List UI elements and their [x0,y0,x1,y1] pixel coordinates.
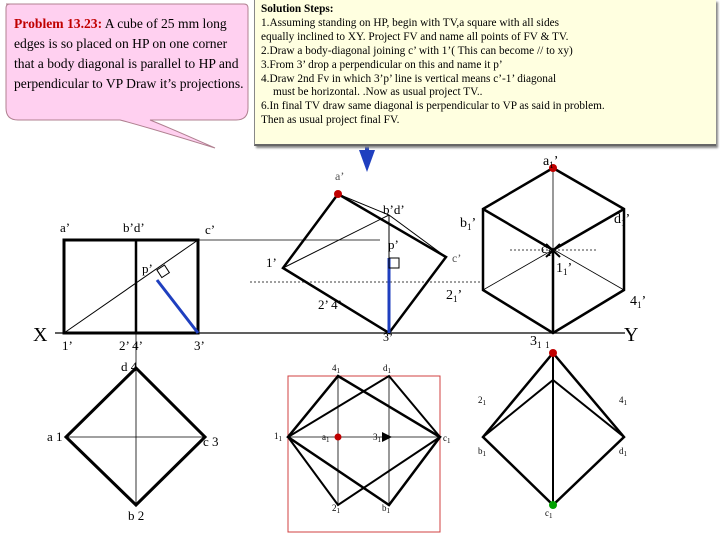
top-a-dot [334,190,342,198]
label-c3: c 3 [203,434,219,449]
final-tv-c-dot [549,501,557,509]
step-line: 4.Draw 2nd Fv in which 3’p’ line is vertical means c’-1’ diagonal [261,72,557,85]
label-r-c: $c_1$ [545,508,553,520]
label-a-top: a’ [335,169,345,183]
label-two-four-dash: 2’ 4’ [119,338,143,353]
label-tv-2: $2_1$ [332,503,340,515]
tv-a-dot [335,434,342,441]
step-line: Then as usual project final FV. [261,114,400,127]
label-a-dash: a’ [60,220,71,235]
tv-3-arrow-icon [382,432,392,442]
final-top-view [483,353,624,505]
second-top-view [288,376,440,505]
label-c-mid: c’ [452,251,462,265]
label-bd-mid: b’d’ [383,202,405,217]
label-p-dash: p’ [142,261,153,276]
arrow-head-icon [359,150,375,172]
label-tv-4: $4_1$ [332,363,340,375]
second-tv-box [288,376,440,532]
label-tv-b: $b_1$ [382,503,390,515]
problem-heading: Problem 13.23: [14,16,103,31]
label-p-mid: p’ [388,237,399,252]
step-line: must be horizontal. .Now as usual project TV.. [273,86,483,99]
label-r-d: $d_1$ [619,446,627,458]
step-line: 1.Assuming standing on HP, begin with TV,a square with all sides [261,16,559,29]
label-one-mid: 1’ [266,255,277,270]
label-b2: b 2 [128,508,145,523]
label-x: X [33,324,48,346]
label-r-4: $4_1$ [619,395,627,407]
label-y: Y [624,324,639,346]
label-bd-dash: b’d’ [123,220,145,235]
label-three-dash: 3’ [194,338,205,353]
label-three1: $3_1$ 1 [530,334,550,350]
label-four1-dash: $4_1$’ [630,294,647,310]
label-b1-dash: $b_1$’ [460,216,477,232]
label-one-dash: 1’ [62,338,73,353]
step-line: equally inclined to XY. Project FV and name all points of FV & TV. [261,30,569,43]
label-c-dash: c’ [205,222,216,237]
label-d4: d 4 [121,359,138,374]
second-front-view [250,194,480,333]
label-c1-dash: $c_1$ [541,242,552,258]
p-perpendicular [157,280,198,333]
label-tv-a: $a_1$ [322,432,330,444]
final-tv-a-dot [549,349,557,357]
solution-steps-box [254,0,716,146]
label-r-b: $b_1$ [478,446,486,458]
problem-text: A cube of 25 mm long edges is so placed on HP on one corner that a body diagonal is parallel to HP and perpendicular to VP Draw it’s projections. [14,16,244,91]
label-two-four-mid: 2’ 4’ [318,297,342,312]
first-top-view [66,368,205,505]
label-d1-dash: $d_1$’ [614,212,631,228]
label-two1-dash: $2_1$’ [446,288,463,304]
label-r-2: $2_1$ [478,395,486,407]
label-tv-3: $3_1$ [373,432,381,444]
label-a1: a 1 [47,429,63,444]
step-line: 3.From 3’ drop a perpendicular on this and name it p’ [261,58,503,71]
steps-heading: Solution Steps: [261,3,334,15]
label-one1-dash: $1_1$’ [556,261,573,277]
label-a1-dash: $a_1$’ [543,154,559,170]
step-line: 2.Draw a body-diagonal joining c’ with 1’( This can become // to xy) [261,44,573,57]
label-three-mid: 3’ [383,330,393,344]
label-tv-c: $c_1$ [443,433,451,445]
step-line: 6.In final TV draw same diagonal is perpendicular to VP as said in problem. [261,100,605,113]
problem-statement [14,14,246,94]
label-tv-d: $d_1$ [383,363,391,375]
label-tv-1: $1_1$ [274,431,282,443]
